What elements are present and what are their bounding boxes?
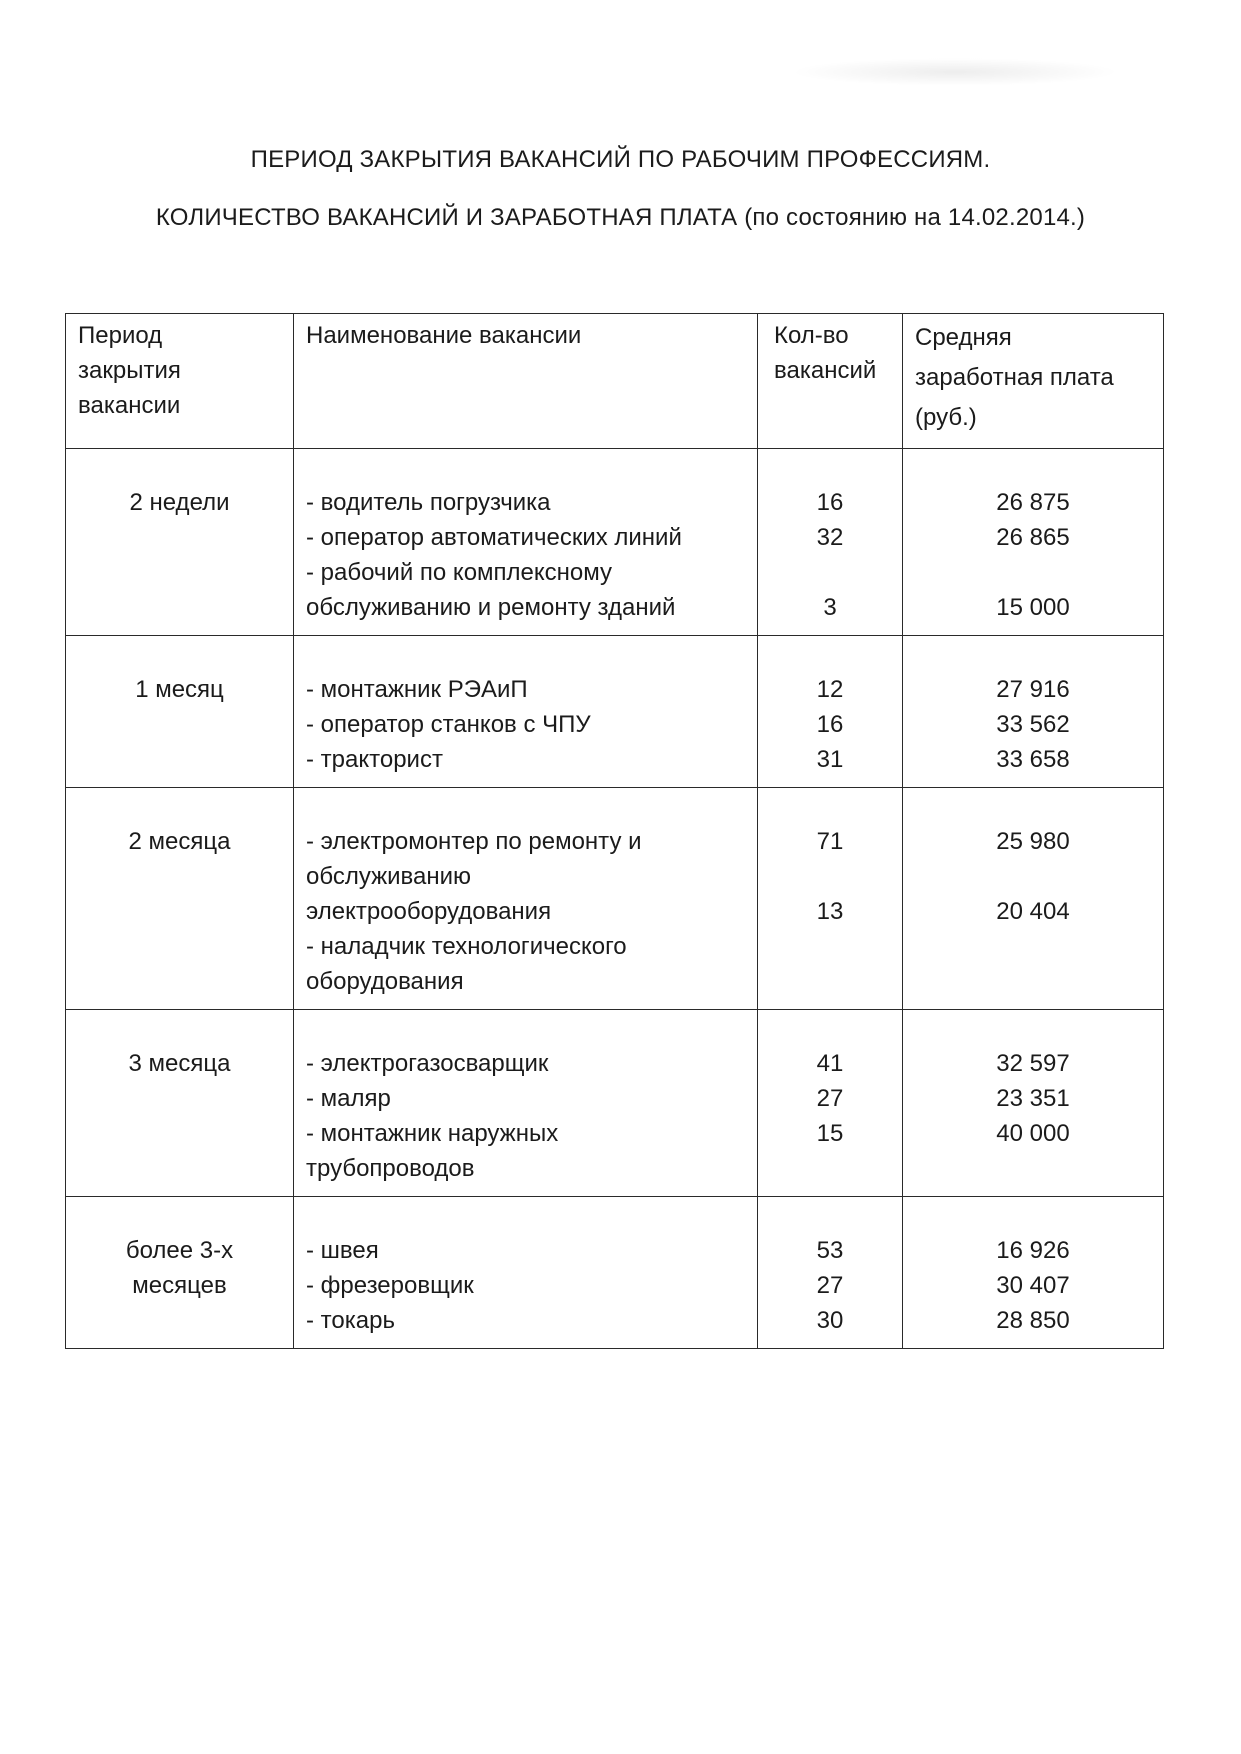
salary-cell bbox=[903, 1197, 1164, 1349]
salary-cell-line: 27 916 bbox=[996, 676, 1070, 703]
period-cell bbox=[66, 1197, 294, 1349]
salary-cell-line bbox=[903, 859, 1163, 894]
vacancy-count-cell bbox=[758, 1197, 903, 1349]
salary-cell-line: 15 000 bbox=[996, 594, 1070, 621]
header-name bbox=[294, 314, 758, 449]
vacancy-names-cell bbox=[294, 449, 758, 636]
table-row bbox=[66, 1010, 1164, 1197]
vacancy-count-cell-line: 53 bbox=[816, 1237, 844, 1264]
vacancy-names-cell-line: - наладчик технологического bbox=[306, 933, 627, 960]
vacancy-names-cell-line: - фрезеровщик bbox=[306, 1272, 474, 1299]
header-name-text: Наименование вакансии bbox=[306, 322, 582, 349]
vacancy-names-cell-line: - монтажник наружных bbox=[306, 1120, 559, 1147]
salary-cell-line bbox=[903, 929, 1163, 964]
period-cell-line: месяцев bbox=[132, 1272, 227, 1299]
header-salary-line: Средняя bbox=[915, 324, 1012, 351]
vacancy-count-cell-line: 71 bbox=[816, 828, 844, 855]
vacancy-names-cell-line: электрооборудования bbox=[306, 898, 552, 925]
vacancy-names-cell bbox=[294, 788, 758, 1010]
vacancy-names-cell-line: трубопроводов bbox=[306, 1155, 475, 1182]
vacancy-count-cell-line: 41 bbox=[816, 1050, 844, 1077]
vacancy-names-cell-line: обслуживанию bbox=[306, 863, 472, 890]
table-body bbox=[66, 449, 1164, 1349]
salary-cell bbox=[903, 1010, 1164, 1197]
table-row bbox=[66, 636, 1164, 788]
vacancy-count-cell-line bbox=[758, 964, 902, 999]
salary-cell-line: 26 865 bbox=[996, 524, 1070, 551]
vacancy-table bbox=[65, 313, 1164, 1349]
salary-cell bbox=[903, 636, 1164, 788]
vacancy-names-cell-line: - маляр bbox=[306, 1085, 391, 1112]
header-salary bbox=[903, 314, 1164, 449]
vacancy-names-cell-line: - тракторист bbox=[306, 746, 443, 773]
header-period-line: Период bbox=[78, 322, 163, 349]
period-cell-line: 1 месяц bbox=[135, 676, 224, 703]
header-period-line: закрытия bbox=[78, 357, 181, 384]
period-cell-line: 2 месяца bbox=[128, 828, 231, 855]
table-header-row bbox=[66, 314, 1164, 449]
header-count bbox=[758, 314, 903, 449]
vacancy-names-cell bbox=[294, 1010, 758, 1197]
document-title: ПЕРИОД ЗАКРЫТИЯ ВАКАНСИЙ ПО РАБОЧИМ ПРОФЕССИЯМ. bbox=[250, 146, 991, 173]
vacancy-count-cell-line: 32 bbox=[816, 524, 844, 551]
vacancy-names-cell-line: - рабочий по комплексному bbox=[306, 559, 613, 586]
vacancy-count-cell-line: 27 bbox=[816, 1085, 844, 1112]
vacancy-names-cell-line: - электрогазосварщик bbox=[306, 1050, 549, 1077]
salary-cell-line: 33 562 bbox=[996, 711, 1070, 738]
period-cell-line: 2 недели bbox=[129, 489, 230, 516]
salary-cell bbox=[903, 449, 1164, 636]
header-salary-line: (руб.) bbox=[915, 404, 977, 431]
vacancy-count-cell-line: 13 bbox=[816, 898, 844, 925]
vacancy-names-cell-line: обслуживанию и ремонту зданий bbox=[306, 594, 676, 621]
vacancy-names-cell bbox=[294, 636, 758, 788]
document-subtitle: КОЛИЧЕСТВО ВАКАНСИЙ И ЗАРАБОТНАЯ ПЛАТА (по состоянию на 14.02.2014.) bbox=[155, 204, 1086, 231]
salary-cell-line: 16 926 bbox=[996, 1237, 1070, 1264]
vacancy-count-cell-line: 15 bbox=[816, 1120, 844, 1147]
salary-cell-line: 20 404 bbox=[996, 898, 1070, 925]
salary-cell-line: 25 980 bbox=[996, 828, 1070, 855]
period-cell-line: 3 месяца bbox=[128, 1050, 231, 1077]
vacancy-count-cell-line: 3 bbox=[823, 594, 837, 621]
vacancy-names-cell-line: - оператор автоматических линий bbox=[306, 524, 682, 551]
salary-cell-line: 40 000 bbox=[996, 1120, 1070, 1147]
vacancy-names-cell-line: - швея bbox=[306, 1237, 379, 1264]
period-cell bbox=[66, 788, 294, 1010]
salary-cell-line: 28 850 bbox=[996, 1307, 1070, 1334]
salary-cell-line: 26 875 bbox=[996, 489, 1070, 516]
vacancy-names-cell-line: - оператор станков с ЧПУ bbox=[306, 711, 591, 738]
vacancy-count-cell-line: 27 bbox=[816, 1272, 844, 1299]
vacancy-count-cell-line bbox=[758, 859, 902, 894]
vacancy-names-cell-line: - токарь bbox=[306, 1307, 395, 1334]
vacancy-count-cell-line: 16 bbox=[816, 489, 844, 516]
salary-cell-line: 23 351 bbox=[996, 1085, 1070, 1112]
header-salary-line: заработная плата bbox=[915, 364, 1114, 391]
vacancy-count-cell bbox=[758, 449, 903, 636]
period-cell bbox=[66, 1010, 294, 1197]
salary-cell-line bbox=[903, 1151, 1163, 1186]
vacancy-names-cell bbox=[294, 1197, 758, 1349]
vacancy-count-cell-line: 30 bbox=[816, 1307, 844, 1334]
header-count-line: Кол-во bbox=[774, 322, 849, 349]
vacancy-count-cell bbox=[758, 636, 903, 788]
vacancy-count-cell-line: 16 bbox=[816, 711, 844, 738]
salary-cell bbox=[903, 788, 1164, 1010]
vacancy-names-cell-line: - водитель погрузчика bbox=[306, 489, 551, 516]
salary-cell-line: 30 407 bbox=[996, 1272, 1070, 1299]
table-row bbox=[66, 449, 1164, 636]
header-period bbox=[66, 314, 294, 449]
scan-smudge bbox=[790, 58, 1120, 86]
salary-cell-line bbox=[903, 964, 1163, 999]
vacancy-names-cell-line: - монтажник РЭАиП bbox=[306, 676, 528, 703]
period-cell bbox=[66, 636, 294, 788]
period-cell bbox=[66, 449, 294, 636]
vacancy-count-cell-line bbox=[758, 555, 902, 590]
salary-cell-line bbox=[903, 555, 1163, 590]
header-period-line: вакансии bbox=[78, 392, 181, 419]
header-count-line: вакансий bbox=[774, 357, 877, 384]
vacancy-count-cell-line: 12 bbox=[816, 676, 844, 703]
vacancy-count-cell bbox=[758, 1010, 903, 1197]
vacancy-count-cell-line bbox=[758, 929, 902, 964]
period-cell-line: более 3-х bbox=[125, 1237, 234, 1264]
vacancy-count-cell bbox=[758, 788, 903, 1010]
table-row bbox=[66, 1197, 1164, 1349]
salary-cell-line: 32 597 bbox=[996, 1050, 1070, 1077]
table-row bbox=[66, 788, 1164, 1010]
vacancy-names-cell-line: оборудования bbox=[306, 968, 464, 995]
vacancy-count-cell-line: 31 bbox=[816, 746, 844, 773]
salary-cell-line: 33 658 bbox=[996, 746, 1070, 773]
vacancy-count-cell-line bbox=[758, 1151, 902, 1186]
vacancy-names-cell-line: - электромонтер по ремонту и bbox=[306, 828, 642, 855]
